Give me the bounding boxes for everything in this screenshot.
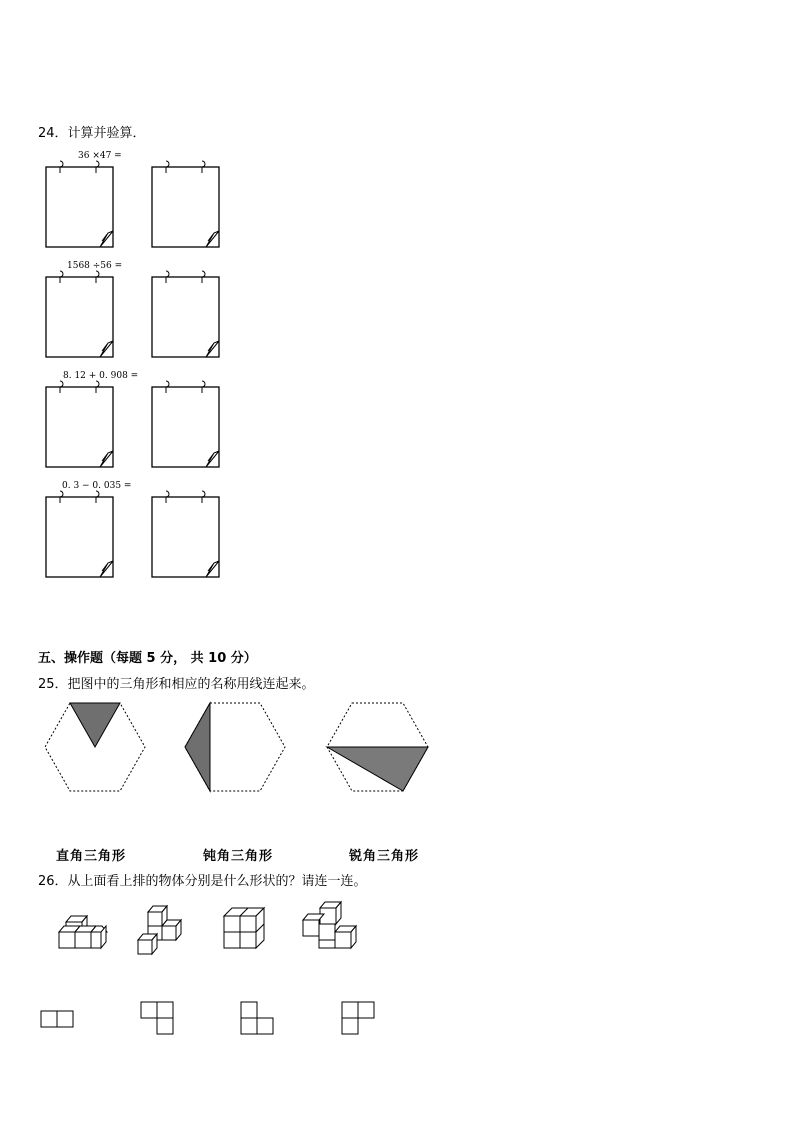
object-1	[59, 916, 107, 948]
label-obtuse-triangle: 钝角三角形	[203, 849, 274, 864]
notepad-check-1	[152, 161, 219, 247]
expression-1: 36 ×47 =	[78, 151, 122, 161]
object-3	[224, 908, 264, 948]
expression-2: 1568 ÷56 =	[67, 261, 123, 271]
section-5-title: 五、操作题（每题 5 分， 共 10 分）	[38, 651, 257, 666]
label-acute-triangle: 锐角三角形	[349, 849, 420, 864]
expression-3: 8. 12 + 0. 908 =	[63, 371, 139, 381]
notepad-check-2	[152, 271, 219, 357]
label-right-triangle: 直角三角形	[56, 849, 127, 864]
object-2	[138, 906, 181, 954]
notepad-calc-3	[46, 381, 113, 467]
notepad-check-4	[152, 491, 219, 577]
question-25-title: 25．把图中的三角形和相应的名称用线连起来。	[38, 677, 315, 692]
object-4	[303, 902, 356, 948]
hexagon-2	[185, 703, 285, 791]
hexagon-3	[327, 703, 428, 791]
question-24-title: 24．计算并验算．	[38, 126, 146, 141]
top-view-a	[41, 1011, 73, 1027]
top-view-b	[141, 1002, 173, 1034]
notepad-check-3	[152, 381, 219, 467]
cube-figures	[0, 898, 794, 1058]
notepad-calc-4	[46, 491, 113, 577]
notepad-calc-2	[46, 271, 113, 357]
question-26-title: 26．从上面看上排的物体分别是什么形状的？请连一连。	[38, 874, 367, 889]
expression-4: 0. 3 − 0. 035 =	[62, 481, 132, 491]
hexagon-figures	[0, 695, 794, 895]
hexagon-1	[45, 703, 145, 791]
top-view-d	[342, 1002, 374, 1034]
notepad-calc-1	[46, 161, 113, 247]
top-view-c	[241, 1002, 273, 1034]
